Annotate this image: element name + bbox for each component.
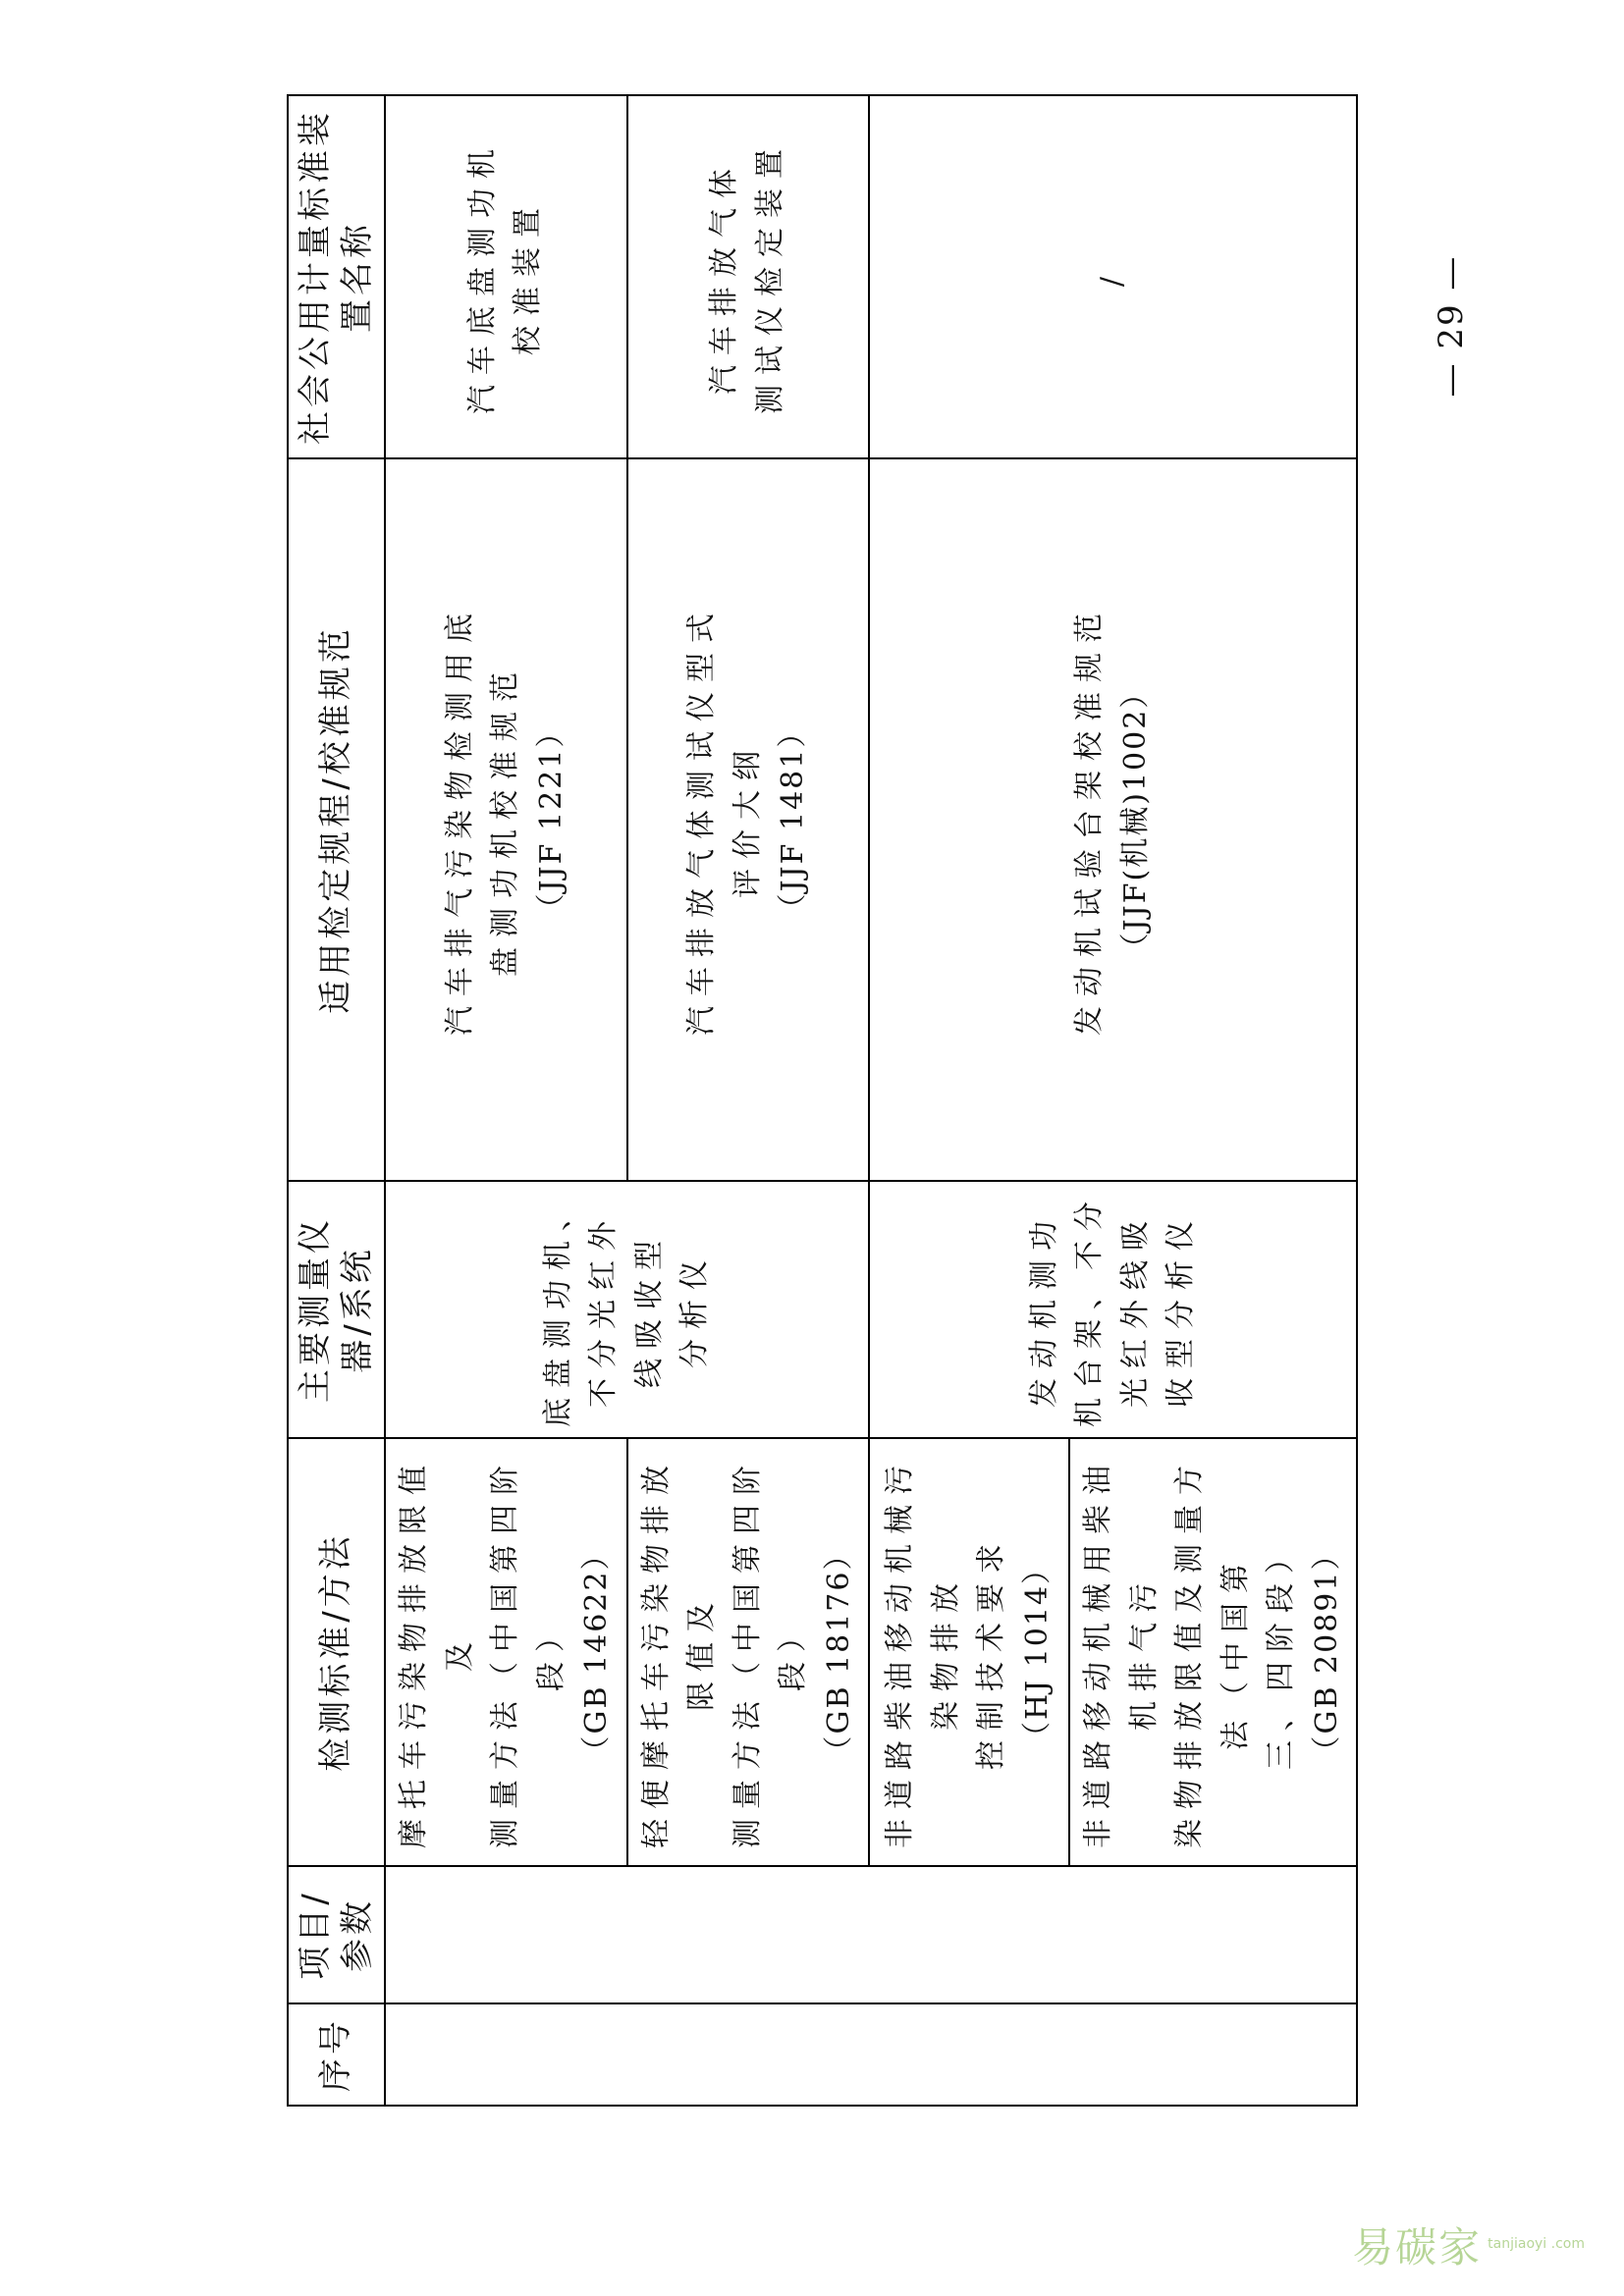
instrument-cell: 发动机测功 机台架、不分 光红外线吸 收型分析仪 <box>869 1181 1357 1438</box>
device-cell: 汽车底盘测功机 校准装置 <box>385 95 627 458</box>
regulation-cell: 汽车排气污染物检测用底 盘测功机校准规范 （JJF 1221） <box>385 458 627 1181</box>
watermark-text: 易碳家 <box>1352 2223 1483 2271</box>
regulation-cell: 发动机试验台架校准规范 （JJF(机械)1002） <box>869 458 1357 1181</box>
standards-table <box>287 94 1358 2107</box>
header-item: 项目/参数 <box>288 1866 385 2003</box>
header-seq: 序号 <box>288 2003 385 2106</box>
method-cell: 非道路移动机械用柴油机排气污 染物排放限值及测量方法（中国第 三、四阶段） （GB 20891） <box>1069 1438 1357 1866</box>
header-device: 社会公用计量标准装置名称 <box>288 95 385 458</box>
table-row <box>627 95 870 2106</box>
instrument-cell: 底盘测功机、 不分光红外 线吸收型 分析仪 <box>385 1181 869 1438</box>
regulation-cell: 汽车排放气体测试仪型式 评价大纲 （JJF 1481） <box>627 458 870 1181</box>
table-row <box>869 95 1069 2106</box>
item-cell <box>385 1866 1357 2003</box>
device-cell: 汽车排放气体 测试仪检定装置 <box>627 95 870 458</box>
header-instrument: 主要测量仪器/系统 <box>288 1181 385 1438</box>
device-cell: / <box>869 95 1357 458</box>
watermark-domain: tanjiaoyi .com <box>1488 2236 1585 2253</box>
seq-cell <box>385 2003 1357 2106</box>
header-regulation: 适用检定规程/校准规范 <box>288 458 385 1181</box>
method-cell: 轻便摩托车污染物排放限值及 测量方法（中国第四阶段） （GB 18176） <box>627 1438 870 1866</box>
page-number: — 29 — <box>1432 254 1471 398</box>
header-row <box>288 95 385 2106</box>
table-row <box>385 95 627 2106</box>
method-cell: 非道路柴油移动机械污染物排放 控制技术要求 （HJ 1014） <box>869 1438 1069 1866</box>
watermark-logo <box>1352 2216 1585 2274</box>
header-method: 检测标准/方法 <box>288 1438 385 1866</box>
method-cell: 摩托车污染物排放限值及 测量方法（中国第四阶段） （GB 14622） <box>385 1438 627 1866</box>
rotated-table-container <box>287 109 1344 2107</box>
